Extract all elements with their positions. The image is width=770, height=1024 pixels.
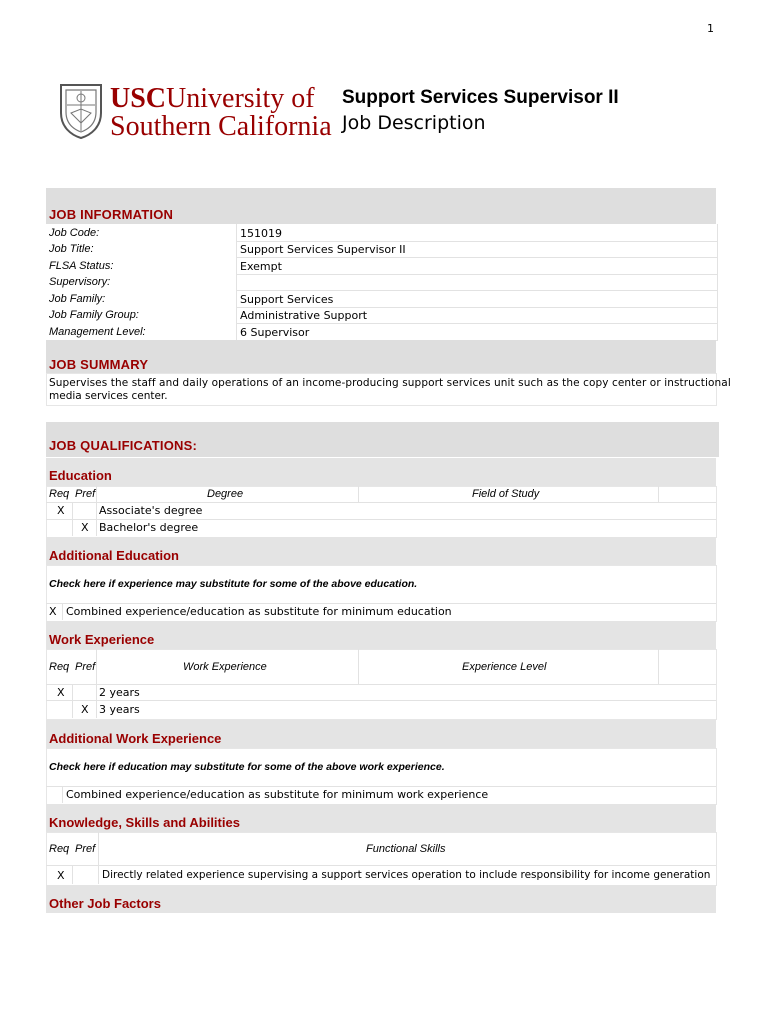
qualifications-heading: JOB QUALIFICATIONS: bbox=[49, 438, 197, 453]
logo-text-line1 bbox=[110, 84, 315, 114]
ksa-col-skills: Functional Skills bbox=[366, 843, 446, 855]
label-flsa-status: FLSA Status: bbox=[49, 260, 114, 272]
label-job-family: Job Family: bbox=[49, 293, 106, 305]
ksa-heading: Knowledge, Skills and Abilities bbox=[49, 815, 240, 830]
education-band bbox=[46, 458, 716, 486]
work-row1-req: X bbox=[57, 686, 65, 699]
education-row1-degree: Associate's degree bbox=[99, 504, 203, 517]
ksa-row1-req: X bbox=[57, 869, 65, 882]
label-job-title: Job Title: bbox=[49, 243, 94, 255]
value-management-level: 6 Supervisor bbox=[240, 326, 310, 339]
job-summary-line2: media services center. bbox=[49, 390, 168, 402]
work-col-req: Req bbox=[49, 661, 70, 673]
education-row2-pref: X bbox=[81, 521, 89, 534]
education-col-req: Req bbox=[49, 488, 70, 500]
work-col-pref: Pref bbox=[75, 661, 96, 673]
work-col-work: Work Experience bbox=[183, 661, 267, 673]
label-job-code: Job Code: bbox=[49, 227, 100, 239]
education-heading: Education bbox=[49, 468, 112, 483]
additional-work-experience-item: Combined experience/education as substitute for minimum work experience bbox=[66, 788, 489, 801]
label-supervisory: Supervisory: bbox=[49, 276, 111, 288]
job-information-heading: JOB INFORMATION bbox=[49, 207, 174, 222]
job-summary-line1: Supervises the staff and daily operations of an income-producing support services unit such as the copy center or instructional bbox=[49, 377, 731, 389]
work-row1-years: 2 years bbox=[99, 686, 140, 699]
logo-text-line2: Southern California bbox=[110, 111, 332, 142]
page-number: 1 bbox=[707, 22, 714, 35]
work-experience-heading: Work Experience bbox=[49, 632, 155, 647]
value-job-code: 151019 bbox=[240, 227, 282, 240]
work-row2-years: 3 years bbox=[99, 703, 140, 716]
label-job-family-group: Job Family Group: bbox=[49, 309, 139, 321]
document-subtitle: Job Description bbox=[342, 112, 486, 134]
ksa-col-pref: Pref bbox=[75, 843, 96, 855]
value-job-title: Support Services Supervisor II bbox=[240, 243, 406, 256]
document-title: Support Services Supervisor II bbox=[342, 87, 619, 108]
job-summary-heading: JOB SUMMARY bbox=[49, 357, 149, 372]
education-row2-degree: Bachelor's degree bbox=[99, 521, 199, 534]
ksa-col-req: Req bbox=[49, 843, 70, 855]
usc-seal-icon bbox=[58, 83, 104, 139]
logo-university: University of bbox=[166, 83, 315, 114]
additional-education-check-text: Check here if experience may substitute for some of the above education. bbox=[49, 578, 418, 590]
value-job-family: Support Services bbox=[240, 293, 334, 306]
logo-usc: USC bbox=[110, 83, 167, 114]
work-col-level: Experience Level bbox=[462, 661, 547, 673]
additional-work-experience-check-text: Check here if education may substitute for some of the above work experience. bbox=[49, 761, 445, 773]
additional-education-heading: Additional Education bbox=[49, 548, 179, 563]
value-job-family-group: Administrative Support bbox=[240, 309, 368, 322]
additional-education-checkbox[interactable]: X bbox=[49, 605, 57, 618]
education-col-pref: Pref bbox=[75, 488, 96, 500]
work-row2-pref: X bbox=[81, 703, 89, 716]
additional-work-experience-heading: Additional Work Experience bbox=[49, 731, 222, 746]
label-management-level: Management Level: bbox=[49, 326, 146, 338]
education-col-degree: Degree bbox=[207, 488, 244, 500]
education-row1-req: X bbox=[57, 504, 65, 517]
additional-education-item: Combined experience/education as substitute for minimum education bbox=[66, 605, 452, 618]
ksa-row1-skill: Directly related experience supervising a support services operation to include responsibility for income generation bbox=[102, 869, 711, 881]
other-factors-heading: Other Job Factors bbox=[49, 896, 161, 911]
education-col-field: Field of Study bbox=[472, 488, 540, 500]
value-flsa-status: Exempt bbox=[240, 260, 282, 273]
